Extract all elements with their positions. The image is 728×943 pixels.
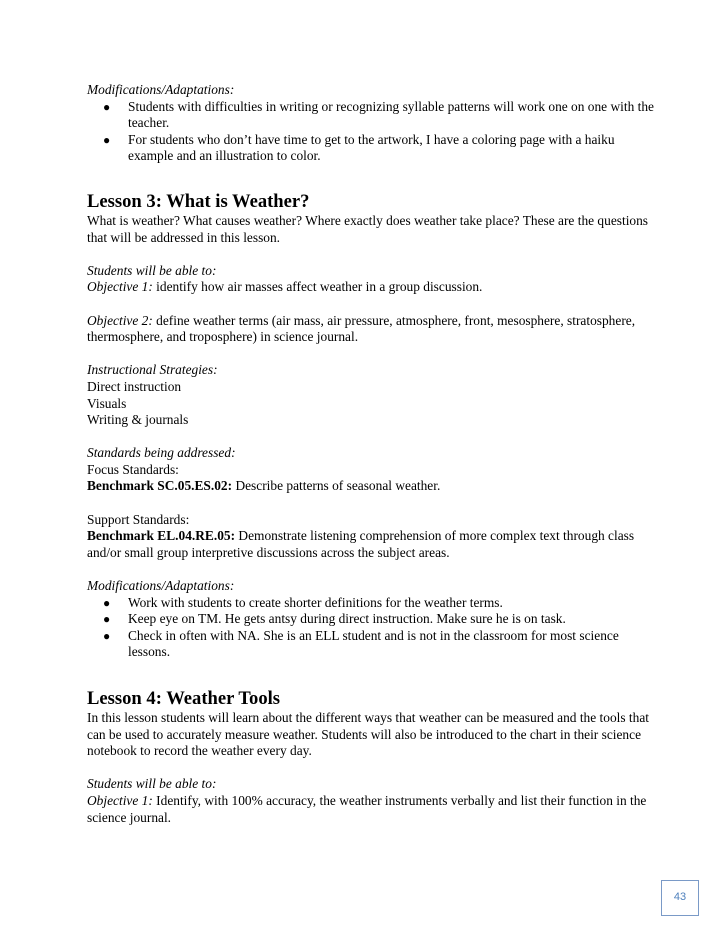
strategies-heading: Instructional Strategies: bbox=[87, 362, 218, 378]
bullet-icon: ● bbox=[103, 99, 111, 114]
swbat-label: Students will be able to: bbox=[87, 776, 217, 792]
page-number-box bbox=[661, 880, 699, 916]
modifications-list bbox=[87, 99, 657, 165]
list-item: ● For students who don’t have time to get to the artwork, I have a coloring page with a haiku example and an illustration to color. bbox=[103, 131, 615, 164]
list-item: ● Check in often with NA. She is an ELL student and is not in the classroom for most science lessons. bbox=[103, 627, 619, 660]
lesson-4-title: Lesson 4: Weather Tools bbox=[87, 688, 281, 709]
modifications-list bbox=[87, 595, 657, 661]
strategy-item: Visuals bbox=[87, 395, 127, 411]
objective-1: Objective 1: Identify, with 100% accuracy, the weather instruments verbally and list their function in the science journal. bbox=[87, 792, 647, 825]
bullet-icon: ● bbox=[103, 132, 111, 147]
strategy-item: Writing & journals bbox=[87, 412, 189, 428]
objective-2: Objective 2: define weather terms (air mass, air pressure, atmosphere, front, mesosphere, stratosphere, thermosphere, and troposphere) in science journal. bbox=[87, 312, 636, 345]
modifications-heading: Modifications/Adaptations: bbox=[87, 578, 235, 594]
lesson-3-title: Lesson 3: What is Weather? bbox=[87, 190, 310, 212]
strategy-item: Direct instruction bbox=[87, 378, 182, 394]
bullet-icon: ● bbox=[103, 595, 111, 610]
document-page bbox=[87, 82, 657, 826]
focus-standards-label: Focus Standards: bbox=[87, 461, 179, 477]
lesson-4-intro: In this lesson students will learn about the different ways that weather can be measured and the tools that can be used to accurately measure weather. Students will also be introduced to the chart in their science notebook to record the weather every day. bbox=[87, 710, 650, 759]
list-item: ● Students with difficulties in writing or recognizing syllable patterns will work one on one with the teacher. bbox=[103, 98, 654, 131]
bullet-icon: ● bbox=[103, 628, 111, 643]
bullet-icon: ● bbox=[103, 612, 111, 627]
focus-standard: Benchmark SC.05.ES.02: Describe patterns of seasonal weather. bbox=[87, 478, 441, 494]
support-standards-label: Support Standards: bbox=[87, 511, 190, 527]
modifications-heading: Modifications/Adaptations: bbox=[87, 82, 235, 97]
page-number: 43 bbox=[673, 891, 687, 903]
swbat-label: Students will be able to: bbox=[87, 262, 217, 278]
list-item: ● Work with students to create shorter definitions for the weather terms. bbox=[103, 594, 503, 610]
lesson-3-intro: What is weather? What causes weather? Where exactly does weather take place? These are the questions that will be addressed in this lesson. bbox=[87, 212, 649, 245]
list-item: ● Keep eye on TM. He gets antsy during direct instruction. Make sure he is on task. bbox=[103, 611, 566, 627]
support-standard: Benchmark EL.04.RE.05: Demonstrate listening comprehension of more complex text through class and/or small group interpretive discussions across the subject areas. bbox=[87, 528, 635, 560]
objective-1: Objective 1: identify how air masses affect weather in a group discussion. bbox=[87, 279, 483, 295]
standards-heading: Standards being addressed: bbox=[87, 445, 236, 461]
